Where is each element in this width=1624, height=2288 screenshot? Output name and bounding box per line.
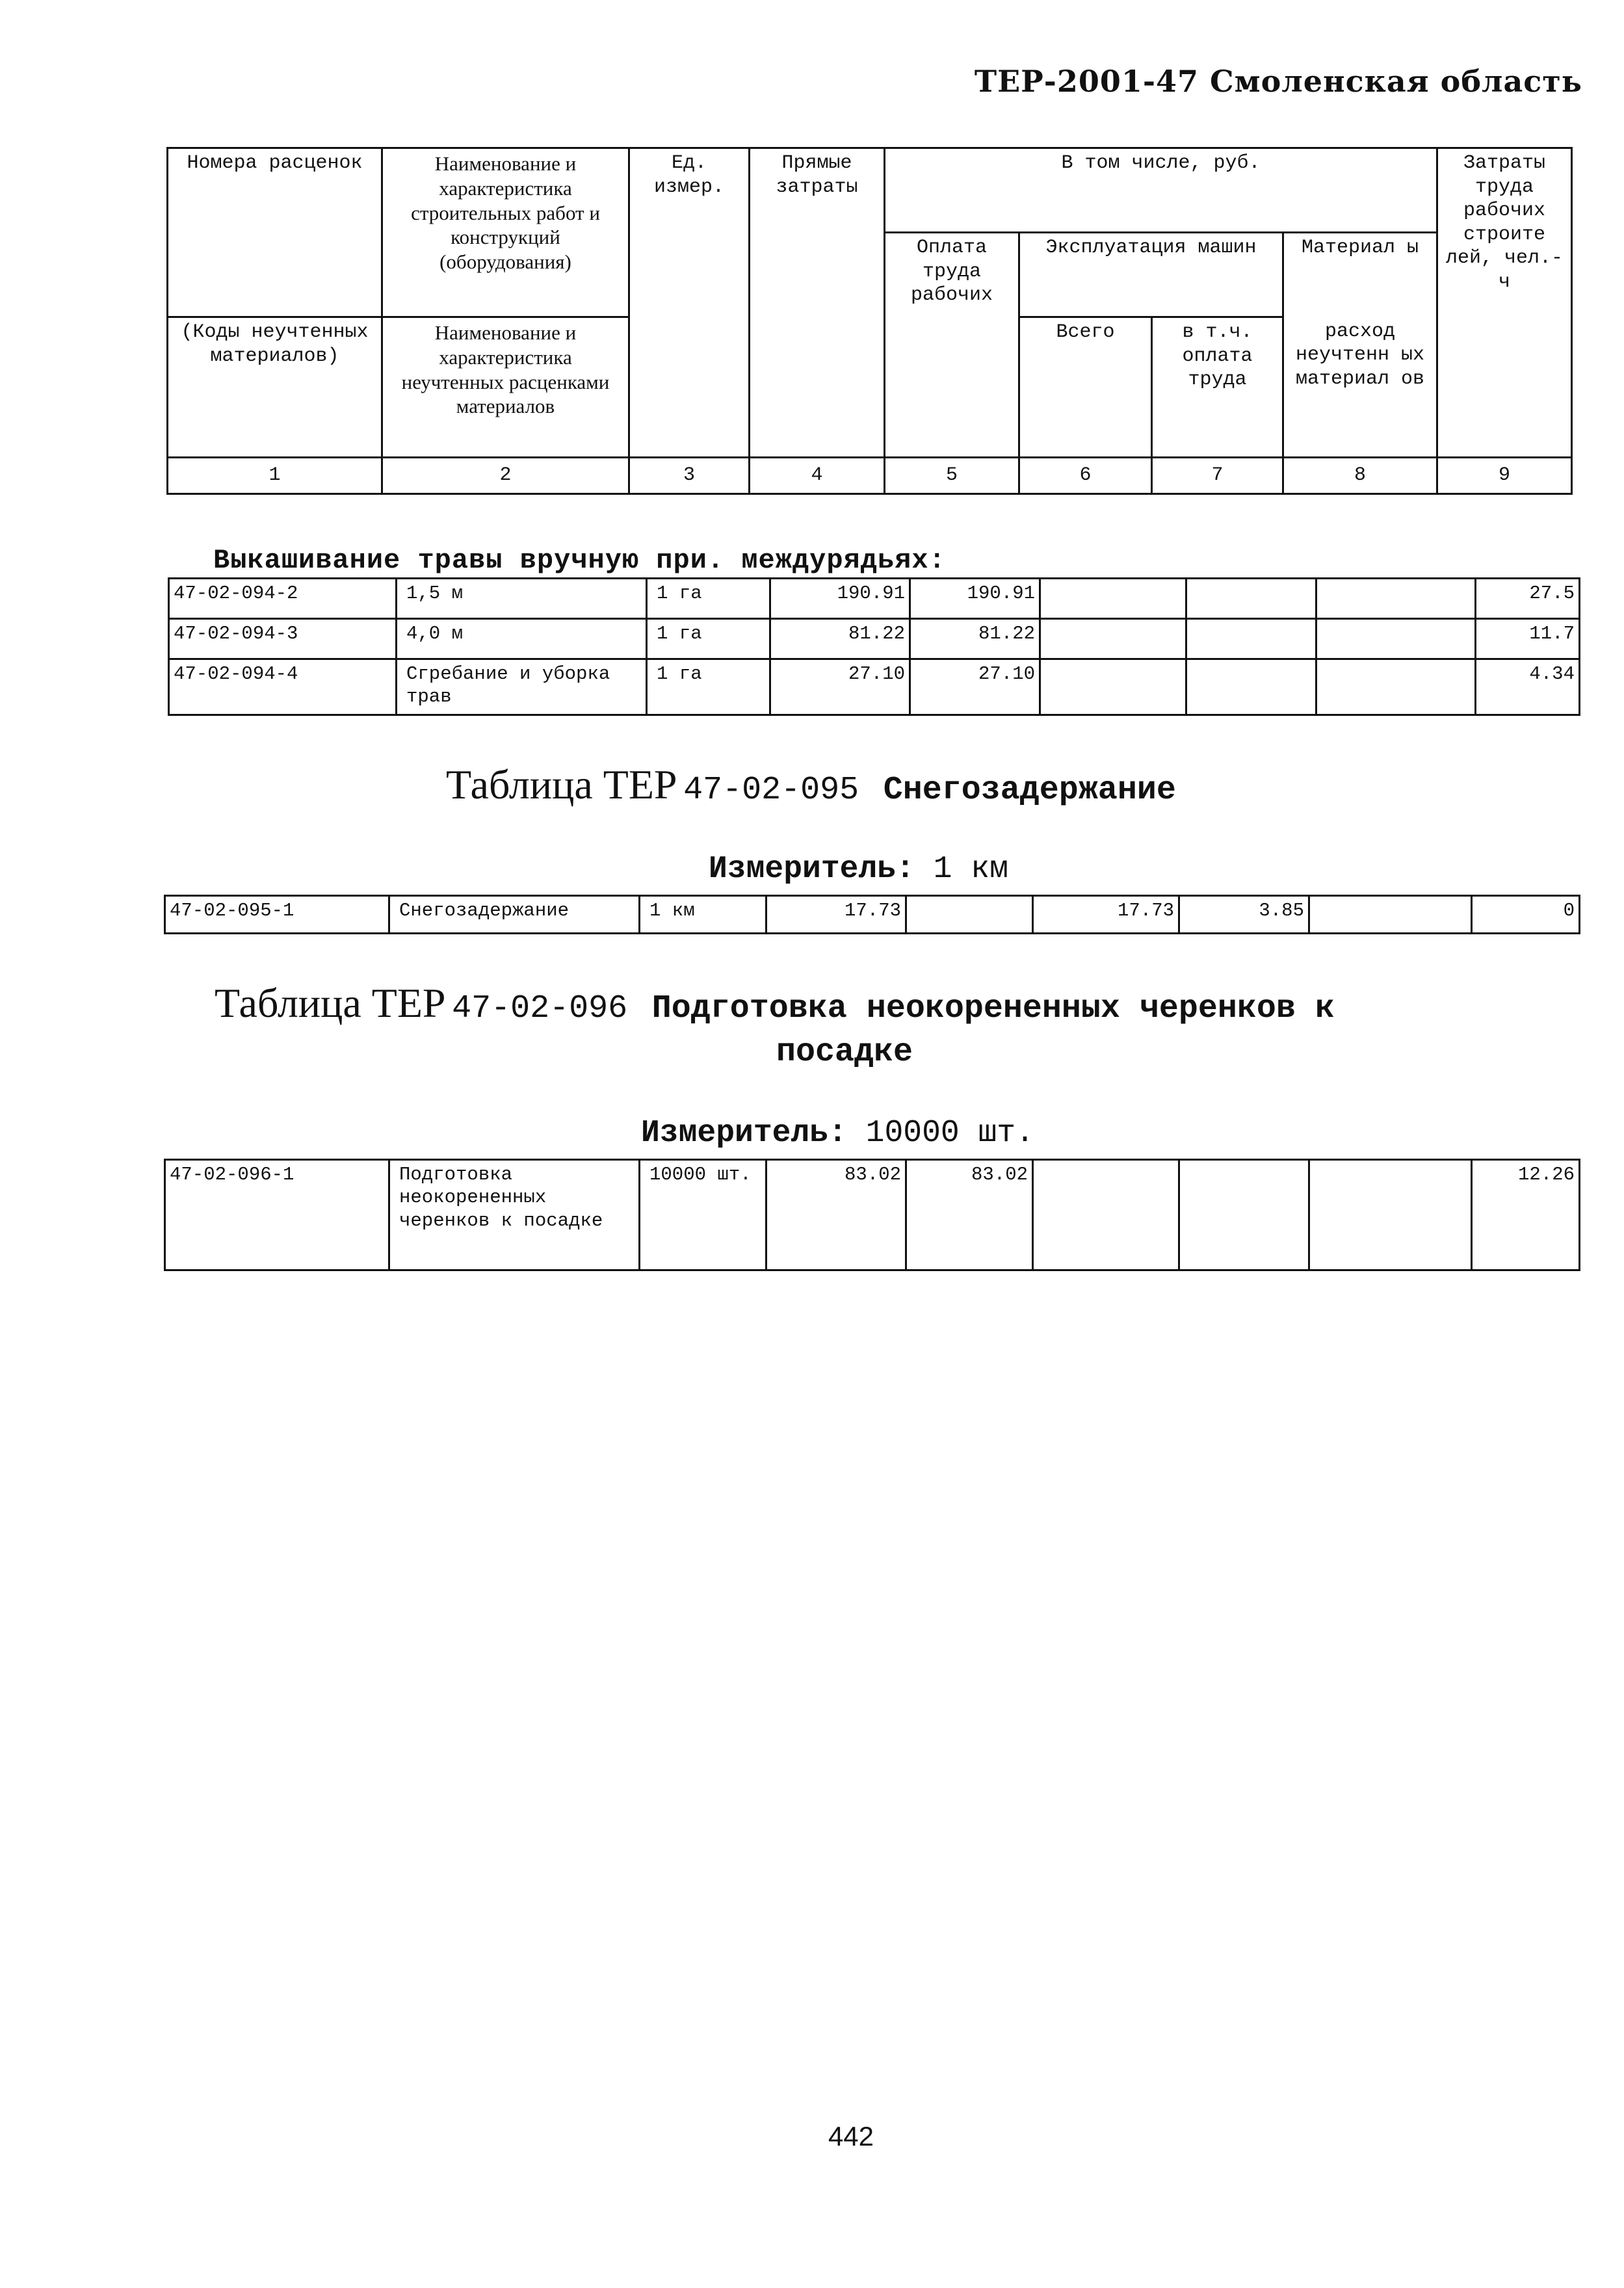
rate-code: 47-02-094-2 bbox=[169, 579, 397, 619]
header-direct-costs: Прямые затраты bbox=[750, 148, 885, 458]
rate-code: 47-02-094-3 bbox=[169, 619, 397, 659]
table-094 bbox=[168, 577, 1580, 716]
table-row bbox=[169, 619, 1580, 659]
labor: 12.26 bbox=[1472, 1160, 1580, 1270]
wages bbox=[906, 896, 1033, 934]
header-unit: Ед. измер. bbox=[629, 148, 750, 458]
table-096-meter bbox=[641, 1116, 1034, 1151]
labor: 11.7 bbox=[1476, 619, 1580, 659]
work-name: Подготовка неокорененных черенков к посадке bbox=[389, 1160, 640, 1270]
machines-total bbox=[1033, 1160, 1179, 1270]
header-materials: Материал ы bbox=[1283, 233, 1437, 317]
machines-wages bbox=[1179, 1160, 1309, 1270]
labor: 27.5 bbox=[1476, 579, 1580, 619]
header-codes-bottom: (Коды неучтенных материалов) bbox=[168, 317, 382, 458]
table-095-title bbox=[446, 761, 1176, 809]
header-table bbox=[166, 147, 1573, 495]
table-title-code: 47-02-096 bbox=[452, 990, 628, 1027]
column-number: 9 bbox=[1437, 458, 1572, 494]
unit: 1 га bbox=[647, 619, 770, 659]
direct-costs: 17.73 bbox=[766, 896, 906, 934]
table-title-prefix: Таблица ТЕР bbox=[215, 980, 446, 1026]
table-row bbox=[169, 579, 1580, 619]
work-name: 1,5 м bbox=[397, 579, 647, 619]
direct-costs: 190.91 bbox=[770, 579, 910, 619]
table-095-meter bbox=[709, 852, 1008, 887]
column-number: 5 bbox=[885, 458, 1019, 494]
table-title-prefix: Таблица ТЕР bbox=[446, 761, 677, 808]
materials bbox=[1309, 896, 1472, 934]
direct-costs: 27.10 bbox=[770, 659, 910, 715]
page-number: 442 bbox=[828, 2121, 874, 2151]
work-name: 4,0 м bbox=[397, 619, 647, 659]
table-row bbox=[169, 659, 1580, 715]
machines-wages bbox=[1186, 659, 1316, 715]
meter-value: 10000 шт. bbox=[865, 1116, 1034, 1151]
table-title-code: 47-02-095 bbox=[683, 772, 859, 809]
table-row bbox=[165, 1160, 1580, 1270]
column-number: 2 bbox=[382, 458, 629, 494]
header-labor: Затраты труда рабочих строите лей, чел.-ч bbox=[1437, 148, 1572, 458]
machines-wages bbox=[1186, 619, 1316, 659]
table-row bbox=[165, 896, 1580, 934]
unit: 1 га bbox=[647, 659, 770, 715]
wages: 81.22 bbox=[910, 619, 1040, 659]
table-title-name: Подготовка неокорененных черенков к bbox=[651, 990, 1335, 1027]
materials bbox=[1316, 659, 1476, 715]
header-materials-unaccounted: расход неучтенн ых материал ов bbox=[1283, 317, 1437, 458]
section-caption: Выкашивание травы вручную при. междурядьях: bbox=[213, 545, 946, 576]
column-number: 7 bbox=[1152, 458, 1283, 494]
header-machines-total: Всего bbox=[1019, 317, 1152, 458]
table-096-title-line2 bbox=[776, 1034, 913, 1071]
machines-total bbox=[1040, 659, 1186, 715]
header-incl-group: В том числе, руб. bbox=[885, 148, 1437, 233]
column-number: 8 bbox=[1283, 458, 1437, 494]
column-number: 1 bbox=[168, 458, 382, 494]
wages: 83.02 bbox=[906, 1160, 1033, 1270]
column-number: 6 bbox=[1019, 458, 1152, 494]
wages: 27.10 bbox=[910, 659, 1040, 715]
work-name: Сгребание и уборка трав bbox=[397, 659, 647, 715]
unit: 1 км bbox=[640, 896, 766, 934]
machines-total bbox=[1040, 579, 1186, 619]
work-name: Снегозадержание bbox=[389, 896, 640, 934]
table-096 bbox=[164, 1159, 1580, 1271]
materials bbox=[1316, 579, 1476, 619]
labor: 0 bbox=[1472, 896, 1580, 934]
labor: 4.34 bbox=[1476, 659, 1580, 715]
machines-wages: 3.85 bbox=[1179, 896, 1309, 934]
document-title: ТЕР-2001-47 Смоленская область bbox=[974, 64, 1582, 99]
machines-wages bbox=[1186, 579, 1316, 619]
direct-costs: 81.22 bbox=[770, 619, 910, 659]
direct-costs: 83.02 bbox=[766, 1160, 906, 1270]
wages: 190.91 bbox=[910, 579, 1040, 619]
machines-total: 17.73 bbox=[1033, 896, 1179, 934]
rate-code: 47-02-095-1 bbox=[165, 896, 389, 934]
unit: 10000 шт. bbox=[640, 1160, 766, 1270]
header-wages: Оплата труда рабочих bbox=[885, 233, 1019, 458]
meter-label: Измеритель: bbox=[709, 852, 915, 887]
meter-value: 1 км bbox=[933, 852, 1008, 887]
materials bbox=[1309, 1160, 1472, 1270]
machines-total bbox=[1040, 619, 1186, 659]
header-name-top: Наименование и характеристика строительных работ и конструкций (оборудования) bbox=[382, 148, 629, 317]
table-title-name-continued: посадке bbox=[776, 1034, 913, 1071]
column-number: 3 bbox=[629, 458, 750, 494]
table-095 bbox=[164, 895, 1580, 934]
column-number: 4 bbox=[750, 458, 885, 494]
rate-code: 47-02-094-4 bbox=[169, 659, 397, 715]
unit: 1 га bbox=[647, 579, 770, 619]
header-name-bottom: Наименование и характеристика неучтенных расценками материалов bbox=[382, 317, 629, 458]
table-title-name: Снегозадержание bbox=[883, 772, 1176, 809]
rate-code: 47-02-096-1 bbox=[165, 1160, 389, 1270]
meter-label: Измеритель: bbox=[641, 1116, 847, 1151]
table-096-title bbox=[215, 979, 1335, 1027]
header-codes-top: Номера расценок bbox=[168, 148, 382, 317]
materials bbox=[1316, 619, 1476, 659]
header-machines: Эксплуатация машин bbox=[1019, 233, 1283, 317]
header-machines-wages: в т.ч. оплата труда bbox=[1152, 317, 1283, 458]
